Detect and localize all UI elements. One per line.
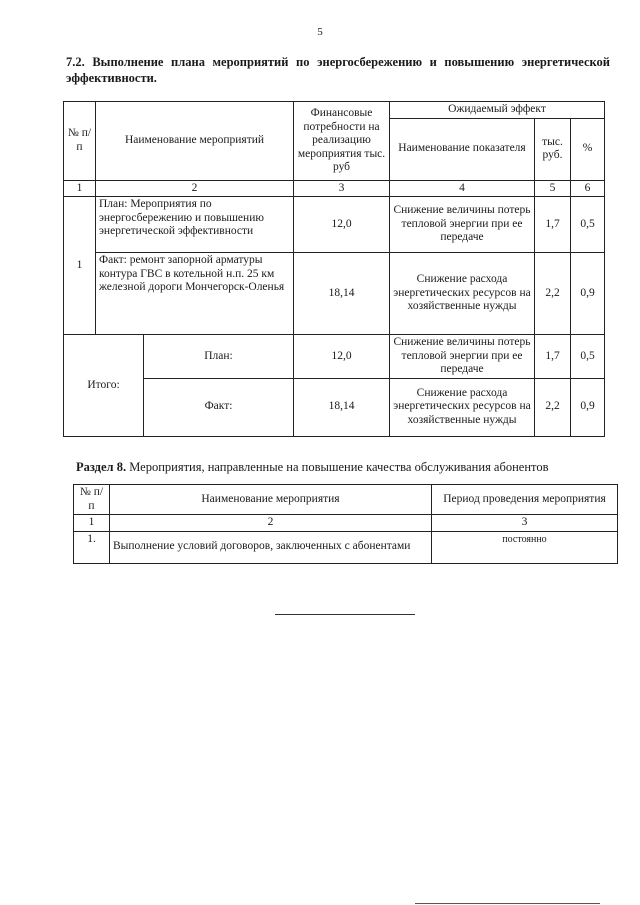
row-1-fact-percent: 0,9 [571,253,605,335]
total-label: Итого: [64,335,144,437]
total-plan-indicator: Снижение величины потерь тепловой энергии при ее передаче [390,335,535,379]
row-1-fact-indicator: Снижение расхода энергетических ресурсов на хозяйственные нужды [390,253,535,335]
separator-line [275,614,415,615]
col-number: 3 [432,515,618,532]
header-expected-effect: Ожидаемый эффект [390,102,605,119]
col-number: 5 [535,180,571,197]
total-fact-percent: 0,9 [571,378,605,436]
row-1-num: 1 [64,197,96,335]
total-plan-thousand: 1,7 [535,335,571,379]
row-1-plan-name: План: Мероприятия по энергосбережению и повышению энергетической эффективности [96,197,294,253]
separator-line [415,903,600,904]
service-quality-table [73,484,618,564]
section-8-label: Раздел 8. [76,460,127,474]
header-thousand-rub: тыс. руб. [535,118,571,180]
energy-saving-table [63,101,605,437]
row-1-plan-indicator: Снижение величины потерь тепловой энергии при ее передаче [390,197,535,253]
col-number: 1 [64,180,96,197]
row-1-fact-thousand: 2,2 [535,253,571,335]
section-8-heading [76,460,616,475]
row-1-fact-name: Факт: ремонт запорной арматуры контура ГВС в котельной н.п. 25 км железной дороги Мончегорск-Оленья [96,253,294,335]
header-name: Наименование мероприятия [110,485,432,515]
total-fact-label: Факт: [144,378,294,436]
header-period: Период проведения мероприятия [432,485,618,515]
page-number: 5 [317,26,323,38]
total-fact-thousand: 2,2 [535,378,571,436]
total-fact-finance: 18,14 [294,378,390,436]
row-1-plan-thousand: 1,7 [535,197,571,253]
section-7-2-title: Выполнение плана мероприятий по энергосбережению и повышению энергетической эффективности. [66,55,611,85]
header-percent: % [571,118,605,180]
row-name: Выполнение условий договоров, заключенных с абонентами [110,531,432,563]
col-number: 4 [390,180,535,197]
col-number: 6 [571,180,605,197]
col-number: 2 [96,180,294,197]
row-period: постоянно [432,531,618,563]
total-plan-percent: 0,5 [571,335,605,379]
row-num: 1. [74,531,110,563]
header-num: № п/п [74,485,110,515]
total-fact-indicator: Снижение расхода энергетических ресурсов на хозяйственные нужды [390,378,535,436]
header-name: Наименование мероприятий [96,102,294,181]
row-1-plan-finance: 12,0 [294,197,390,253]
row-1-plan-percent: 0,5 [571,197,605,253]
col-number: 3 [294,180,390,197]
section-7-2-heading [66,54,610,86]
header-num: № п/п [64,102,96,181]
header-finance: Финансовые потребности на реализацию мероприятия тыс. руб [294,102,390,181]
total-plan-label: План: [144,335,294,379]
row-1-fact-finance: 18,14 [294,253,390,335]
total-plan-finance: 12,0 [294,335,390,379]
section-7-2-number: 7.2. [66,55,85,69]
section-8-title: Мероприятия, направленные на повышение качества обслуживания абонентов [129,460,549,474]
col-number: 2 [110,515,432,532]
col-number: 1 [74,515,110,532]
header-indicator: Наименование показателя [390,118,535,180]
